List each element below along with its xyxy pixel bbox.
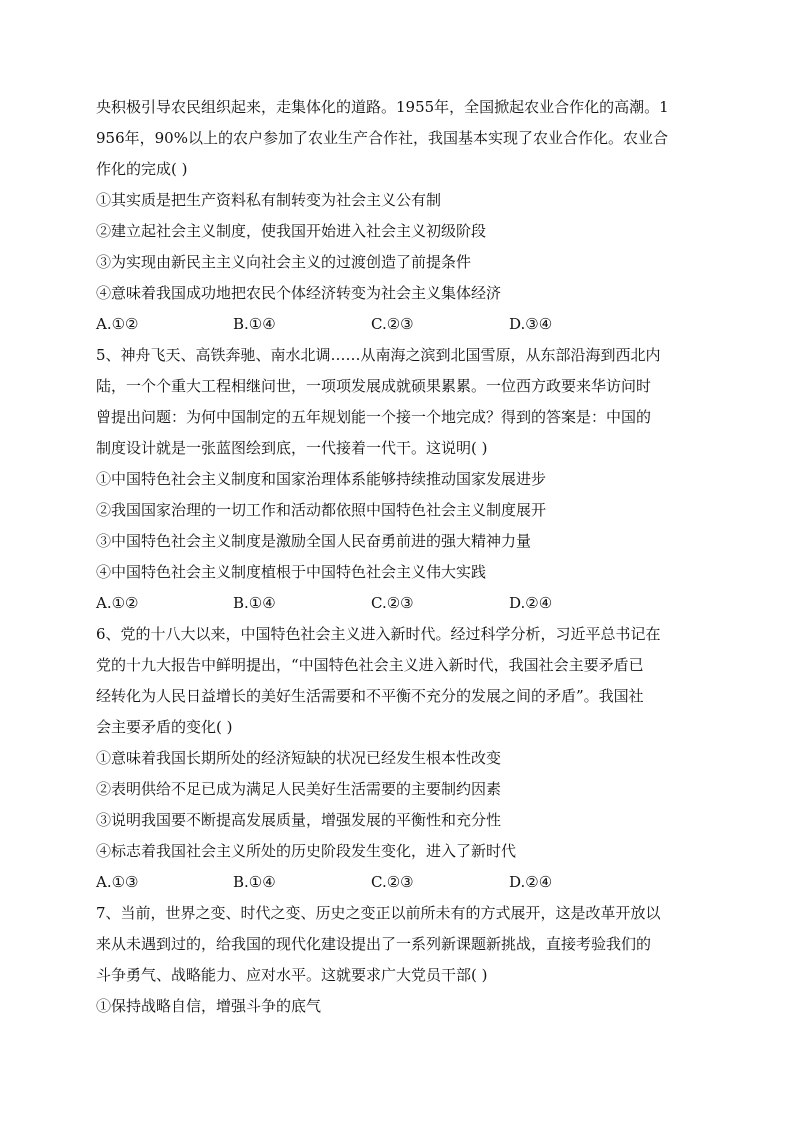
statement-2: ②建立起社会主义制度，使我国开始进入社会主义初级阶段: [96, 222, 487, 240]
question-stem-line: 斗争勇气、战略能力、应对水平。这就要求广大党员干部( ): [96, 966, 488, 984]
statement-2: ②我国国家治理的一切工作和活动都依照中国特色社会主义制度展开: [96, 501, 547, 519]
statement-4: ④意味着我国成功地把农民个体经济转变为社会主义集体经济: [96, 284, 502, 302]
statement-1: ①其实质是把生产资料私有制转变为社会主义公有制: [96, 191, 442, 209]
question-stem-line: 956年，90%以上的农户参加了农业生产合作社，我国基本实现了农业合作化。农业合: [96, 129, 668, 147]
option-d[interactable]: D.③④: [509, 315, 553, 333]
question-stem-line: 会主要矛盾的变化( ): [96, 718, 233, 736]
question-stem-line: 曾提出问题：为何中国制定的五年规划能一个接一个地完成？得到的答案是：中国的: [96, 408, 652, 426]
option-b[interactable]: B.①④: [233, 873, 276, 891]
option-c[interactable]: C.②③: [371, 594, 414, 612]
question-stem-line: 党的十九大报告中鲜明提出，“中国特色社会主义进入新时代，我国社会主要矛盾已: [96, 656, 644, 674]
question-stem-line: 经转化为人民日益增长的美好生活需要和不平衡不充分的发展之间的矛盾”。我国社: [96, 687, 644, 705]
statement-1: ①意味着我国长期所处的经济短缺的状况已经发生根本性改变: [96, 749, 502, 767]
option-c[interactable]: C.②③: [371, 873, 414, 891]
option-a[interactable]: A.①②: [96, 594, 139, 612]
question-stem-line: 5、神舟飞天、高铁奔驰、南水北调……从南海之滨到北国雪原，从东部沿海到西北内: [96, 346, 661, 364]
option-c[interactable]: C.②③: [371, 315, 414, 333]
question-4: [96, 92, 700, 340]
statement-4: ④标志着我国社会主义所处的历史阶段发生变化，进入了新时代: [96, 842, 517, 860]
question-stem-line: 7、当前，世界之变、时代之变、历史之变正以前所未有的方式展开，这是改革开放以: [96, 904, 661, 922]
question-stem-line: 制度设计就是一张蓝图绘到底，一代接着一代干。这说明( ): [96, 439, 488, 457]
document-page: [96, 92, 700, 1022]
question-stem-line: 6、党的十八大以来，中国特色社会主义进入新时代。经过科学分析，习近平总书记在: [96, 625, 661, 643]
question-stem-line: 央积极引导农民组织起来，走集体化的道路。1955年，全国掀起农业合作化的高潮。1: [96, 98, 669, 116]
question-stem-line: 来从未遇到过的，给我国的现代化建设提出了一系列新课题新挑战，直接考验我们的: [96, 935, 652, 953]
statement-3: ③为实现由新民主主义向社会主义的过渡创造了前提条件: [96, 253, 472, 271]
option-b[interactable]: B.①④: [233, 315, 276, 333]
option-d[interactable]: D.②④: [509, 873, 553, 891]
question-stem-line: 作化的完成( ): [96, 160, 188, 178]
answer-options: [96, 309, 700, 340]
statement-3: ③说明我国要不断提高发展质量，增强发展的平衡性和充分性: [96, 811, 502, 829]
option-d[interactable]: D.②④: [509, 594, 553, 612]
question-5: [96, 340, 700, 619]
option-b[interactable]: B.①④: [233, 594, 276, 612]
option-a[interactable]: A.①②: [96, 315, 139, 333]
statement-1: ①保持战略自信，增强斗争的底气: [96, 997, 322, 1015]
statement-4: ④中国特色社会主义制度植根于中国特色社会主义伟大实践: [96, 563, 487, 581]
statement-1: ①中国特色社会主义制度和国家治理体系能够持续推动国家发展进步: [96, 470, 547, 488]
option-a[interactable]: A.①③: [96, 873, 139, 891]
question-7: [96, 898, 700, 1022]
answer-options: [96, 867, 700, 898]
question-stem-line: 陆，一个个重大工程相继问世，一项项发展成就硕果累累。一位西方政要来华访问时: [96, 377, 652, 395]
answer-options: [96, 588, 700, 619]
statement-2: ②表明供给不足已成为满足人民美好生活需要的主要制约因素: [96, 780, 502, 798]
statement-3: ③中国特色社会主义制度是激励全国人民奋勇前进的强大精神力量: [96, 532, 532, 550]
question-6: [96, 619, 700, 898]
